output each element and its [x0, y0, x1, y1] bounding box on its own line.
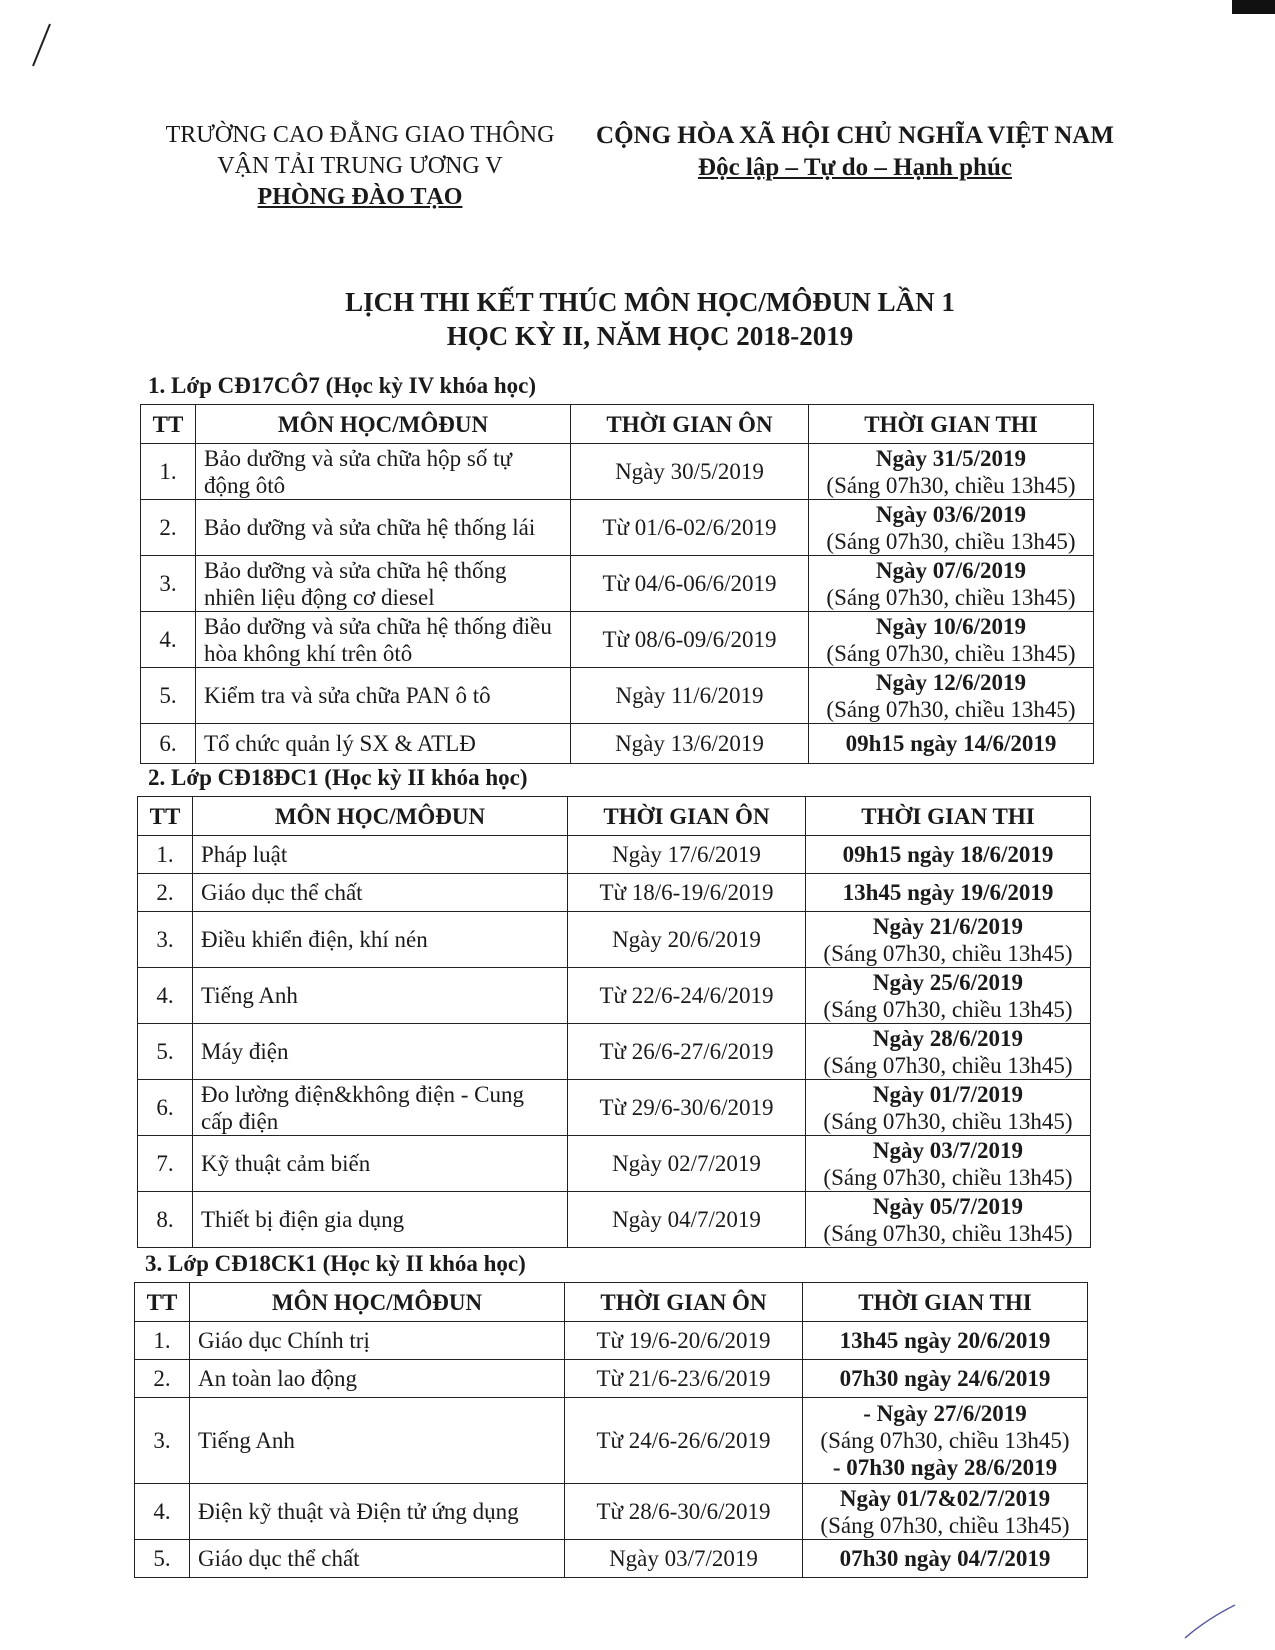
exam-cell — [806, 968, 1091, 1024]
exam-cell — [809, 612, 1094, 668]
exam-session-note: (Sáng 07h30, chiều 13h45) — [826, 640, 1076, 666]
review-cell: Ngày 02/7/2019 — [568, 1136, 806, 1192]
review-cell: Từ 26/6-27/6/2019 — [568, 1024, 806, 1080]
exam-session-note: (Sáng 07h30, chiều 13h45) — [820, 1428, 1070, 1453]
subject-cell: Điều khiển điện, khí nén — [193, 912, 568, 968]
row-number: 5. — [135, 1540, 190, 1578]
col-subject-header: MÔN HỌC/MÔĐUN — [193, 797, 568, 836]
table-row — [141, 724, 1094, 764]
table-row — [135, 1540, 1088, 1578]
review-cell: Từ 28/6-30/6/2019 — [565, 1484, 803, 1540]
col-subject-header: MÔN HỌC/MÔĐUN — [190, 1283, 565, 1322]
row-number: 8. — [138, 1192, 193, 1248]
col-review-header: THỜI GIAN ÔN — [571, 405, 809, 444]
exam-session-note: (Sáng 07h30, chiều 13h45) — [820, 1512, 1070, 1538]
col-exam-header: THỜI GIAN THI — [806, 797, 1091, 836]
exam-date: 07h30 ngày 24/6/2019 — [839, 1366, 1051, 1391]
subject-cell: Bảo dưỡng và sửa chữa hệ thống điều hòa không khí trên ôtô — [196, 612, 571, 668]
review-cell: Ngày 03/7/2019 — [565, 1540, 803, 1578]
review-cell: Từ 18/6-19/6/2019 — [568, 874, 806, 912]
subject-cell: Bảo dưỡng và sửa chữa hệ thống lái — [196, 500, 571, 556]
subject-cell: Đo lường điện&không điện - Cung cấp điện — [193, 1080, 568, 1136]
exam-date: Ngày 25/6/2019 — [872, 969, 1024, 995]
exam-cell — [803, 1322, 1088, 1360]
exam-cell — [809, 668, 1094, 724]
review-cell: Ngày 11/6/2019 — [571, 668, 809, 724]
review-cell: Từ 29/6-30/6/2019 — [568, 1080, 806, 1136]
table-header-row — [135, 1283, 1088, 1322]
table-row — [138, 1136, 1091, 1192]
review-cell: Ngày 20/6/2019 — [568, 912, 806, 968]
review-cell: Từ 21/6-23/6/2019 — [565, 1360, 803, 1398]
section-2-title: 2. Lớp CĐ18ĐC1 (Học kỳ II khóa học) — [148, 765, 528, 790]
table-row — [138, 968, 1091, 1024]
row-number: 4. — [135, 1484, 190, 1540]
exam-cell — [809, 500, 1094, 556]
exam-date: Ngày 03/6/2019 — [875, 501, 1027, 527]
exam-date: 07h30 ngày 04/7/2019 — [839, 1546, 1051, 1571]
exam-cell — [806, 1192, 1091, 1248]
row-number: 2. — [135, 1360, 190, 1398]
table-row — [141, 556, 1094, 612]
row-number: 4. — [141, 612, 196, 668]
exam-date: Ngày 31/5/2019 — [875, 445, 1027, 471]
exam-cell — [803, 1540, 1088, 1578]
schedule-table-3 — [134, 1282, 1088, 1578]
subject-cell: Tiếng Anh — [190, 1398, 565, 1484]
exam-cell — [806, 1024, 1091, 1080]
exam-session-note: (Sáng 07h30, chiều 13h45) — [823, 1108, 1073, 1134]
row-number: 6. — [138, 1080, 193, 1136]
subject-cell: Giáo dục thể chất — [193, 874, 568, 912]
exam-cell — [809, 724, 1094, 764]
exam-date: 13h45 ngày 19/6/2019 — [842, 880, 1054, 905]
exam-cell — [803, 1484, 1088, 1540]
exam-session-note: (Sáng 07h30, chiều 13h45) — [826, 584, 1076, 610]
review-cell: Từ 04/6-06/6/2019 — [571, 556, 809, 612]
school-name-line1: TRƯỜNG CAO ĐẲNG GIAO THÔNG — [165, 122, 555, 148]
review-cell: Từ 08/6-09/6/2019 — [571, 612, 809, 668]
school-name-line2: VẬN TẢI TRUNG ƯƠNG V — [217, 153, 503, 179]
exam-cell — [806, 1080, 1091, 1136]
table-row — [138, 1192, 1091, 1248]
exam-date: 09h15 ngày 14/6/2019 — [845, 731, 1057, 756]
exam-date: - Ngày 27/6/2019 — [863, 1401, 1027, 1426]
row-number: 3. — [138, 912, 193, 968]
row-number: 2. — [138, 874, 193, 912]
exam-cell — [803, 1398, 1088, 1484]
col-review-header: THỜI GIAN ÔN — [565, 1283, 803, 1322]
exam-date: Ngày 28/6/2019 — [872, 1025, 1024, 1051]
subject-cell: Tổ chức quản lý SX & ATLĐ — [196, 724, 571, 764]
row-number: 1. — [135, 1322, 190, 1360]
national-motto: Độc lập – Tự do – Hạnh phúc — [698, 154, 1012, 181]
schedule-table-1 — [140, 404, 1094, 764]
review-cell: Ngày 17/6/2019 — [568, 836, 806, 874]
row-number: 6. — [141, 724, 196, 764]
exam-date: Ngày 07/6/2019 — [875, 557, 1027, 583]
row-number: 2. — [141, 500, 196, 556]
review-cell: Từ 19/6-20/6/2019 — [565, 1322, 803, 1360]
subject-cell: An toàn lao động — [190, 1360, 565, 1398]
section-3-title: 3. Lớp CĐ18CK1 (Học kỳ II khóa học) — [145, 1251, 526, 1276]
exam-date-extra: - 07h30 ngày 28/6/2019 — [832, 1455, 1058, 1480]
table-row — [141, 444, 1094, 500]
review-cell: Ngày 13/6/2019 — [571, 724, 809, 764]
exam-cell — [806, 912, 1091, 968]
table-row — [135, 1398, 1088, 1484]
exam-session-note: (Sáng 07h30, chiều 13h45) — [826, 472, 1076, 498]
row-number: 1. — [138, 836, 193, 874]
schedule-table-2 — [137, 796, 1091, 1248]
subject-cell: Kiểm tra và sửa chữa PAN ô tô — [196, 668, 571, 724]
col-tt-header: TT — [141, 405, 196, 444]
national-header — [585, 120, 1125, 184]
country-name: CỘNG HÒA XÃ HỘI CHỦ NGHĨA VIỆT NAM — [596, 122, 1114, 149]
table-row — [135, 1322, 1088, 1360]
document-title — [160, 285, 1140, 353]
subject-cell: Bảo dưỡng và sửa chữa hệ thống nhiên liệu động cơ diesel — [196, 556, 571, 612]
table-row — [141, 500, 1094, 556]
row-number: 4. — [138, 968, 193, 1024]
subject-cell: Tiếng Anh — [193, 968, 568, 1024]
subject-cell: Máy điện — [193, 1024, 568, 1080]
subject-cell: Pháp luật — [193, 836, 568, 874]
subject-cell: Giáo dục thể chất — [190, 1540, 565, 1578]
exam-date: Ngày 03/7/2019 — [872, 1137, 1024, 1163]
school-header — [150, 120, 570, 213]
title-line2: HỌC KỲ II, NĂM HỌC 2018-2019 — [446, 321, 854, 351]
col-tt-header: TT — [138, 797, 193, 836]
subject-cell: Bảo dưỡng và sửa chữa hộp số tự động ôtô — [196, 444, 571, 500]
exam-session-note: (Sáng 07h30, chiều 13h45) — [826, 528, 1076, 554]
table-row — [138, 912, 1091, 968]
col-review-header: THỜI GIAN ÔN — [568, 797, 806, 836]
title-line1: LỊCH THI KẾT THÚC MÔN HỌC/MÔĐUN LẦN 1 — [345, 287, 955, 317]
review-cell: Ngày 30/5/2019 — [571, 444, 809, 500]
table-row — [135, 1484, 1088, 1540]
review-cell: Từ 22/6-24/6/2019 — [568, 968, 806, 1024]
exam-date: Ngày 01/7&02/7/2019 — [839, 1485, 1051, 1511]
table-row — [138, 874, 1091, 912]
exam-date: 13h45 ngày 20/6/2019 — [839, 1328, 1051, 1353]
pen-mark-icon — [30, 22, 54, 68]
exam-date: Ngày 12/6/2019 — [875, 669, 1027, 695]
row-number: 7. — [138, 1136, 193, 1192]
subject-cell: Điện kỹ thuật và Điện tử ứng dụng — [190, 1484, 565, 1540]
row-number: 5. — [138, 1024, 193, 1080]
exam-cell — [806, 874, 1091, 912]
table-row — [138, 1024, 1091, 1080]
table-row — [138, 836, 1091, 874]
row-number: 5. — [141, 668, 196, 724]
row-number: 1. — [141, 444, 196, 500]
subject-cell: Thiết bị điện gia dụng — [193, 1192, 568, 1248]
exam-session-note: (Sáng 07h30, chiều 13h45) — [826, 696, 1076, 722]
table-row — [138, 1080, 1091, 1136]
table-row — [141, 668, 1094, 724]
pen-stroke-icon — [1180, 1600, 1240, 1640]
table-header-row — [138, 797, 1091, 836]
exam-date: 09h15 ngày 18/6/2019 — [842, 842, 1054, 867]
exam-session-note: (Sáng 07h30, chiều 13h45) — [823, 996, 1073, 1022]
col-tt-header: TT — [135, 1283, 190, 1322]
subject-cell: Kỹ thuật cảm biến — [193, 1136, 568, 1192]
exam-session-note: (Sáng 07h30, chiều 13h45) — [823, 940, 1073, 966]
review-cell: Ngày 04/7/2019 — [568, 1192, 806, 1248]
exam-cell — [806, 836, 1091, 874]
exam-date: Ngày 05/7/2019 — [872, 1193, 1024, 1219]
exam-session-note: (Sáng 07h30, chiều 13h45) — [823, 1220, 1073, 1246]
col-subject-header: MÔN HỌC/MÔĐUN — [196, 405, 571, 444]
exam-date: Ngày 21/6/2019 — [872, 913, 1024, 939]
col-exam-header: THỜI GIAN THI — [809, 405, 1094, 444]
table-header-row — [141, 405, 1094, 444]
col-exam-header: THỜI GIAN THI — [803, 1283, 1088, 1322]
exam-cell — [809, 556, 1094, 612]
row-number: 3. — [135, 1398, 190, 1484]
review-cell: Từ 24/6-26/6/2019 — [565, 1398, 803, 1484]
exam-cell — [809, 444, 1094, 500]
table-row — [135, 1360, 1088, 1398]
scan-edge — [1232, 0, 1275, 14]
subject-cell: Giáo dục Chính trị — [190, 1322, 565, 1360]
exam-date: Ngày 10/6/2019 — [875, 613, 1027, 639]
exam-cell — [803, 1360, 1088, 1398]
section-1-title: 1. Lớp CĐ17CÔ7 (Học kỳ IV khóa học) — [148, 373, 537, 398]
exam-session-note: (Sáng 07h30, chiều 13h45) — [823, 1164, 1073, 1190]
row-number: 3. — [141, 556, 196, 612]
exam-date: Ngày 01/7/2019 — [872, 1081, 1024, 1107]
exam-cell — [806, 1136, 1091, 1192]
department-name: PHÒNG ĐÀO TẠO — [257, 184, 463, 210]
review-cell: Từ 01/6-02/6/2019 — [571, 500, 809, 556]
exam-session-note: (Sáng 07h30, chiều 13h45) — [823, 1052, 1073, 1078]
table-row — [141, 612, 1094, 668]
